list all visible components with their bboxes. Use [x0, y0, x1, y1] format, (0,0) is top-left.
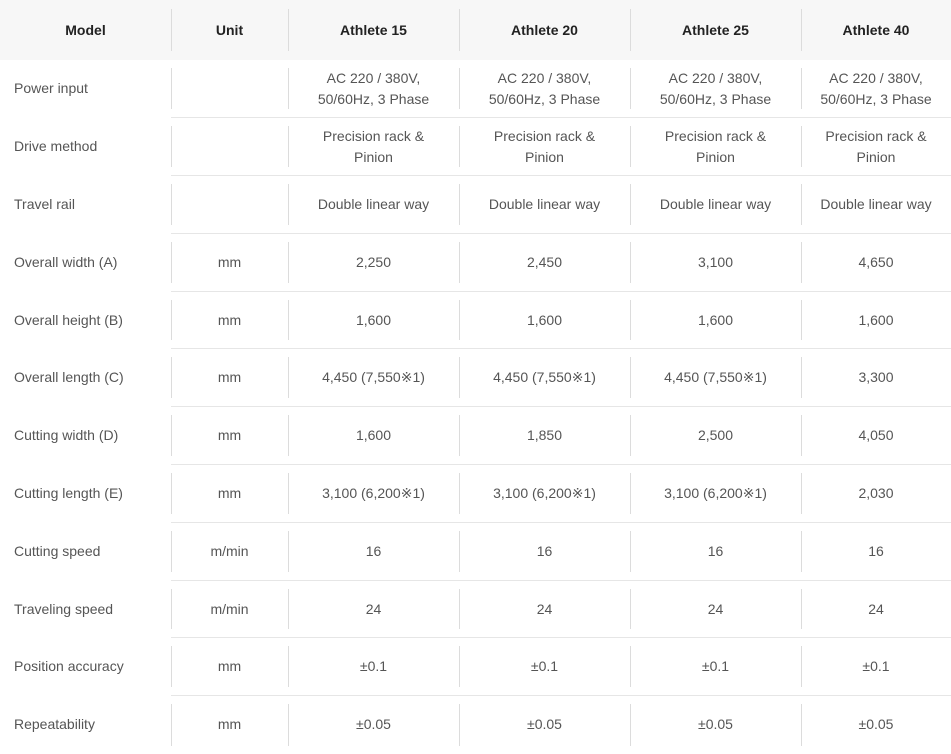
table-row — [0, 349, 951, 407]
table-row — [0, 696, 951, 754]
row-unit — [171, 176, 288, 234]
row-value: 1,600 — [288, 407, 459, 465]
row-unit: mm — [171, 696, 288, 754]
row-value: 4,450 (7,550※1) — [630, 349, 801, 407]
row-value: AC 220 / 380V, 50/60Hz, 3 Phase — [801, 60, 951, 118]
row-value: AC 220 / 380V, 50/60Hz, 3 Phase — [630, 60, 801, 118]
row-value: AC 220 / 380V, 50/60Hz, 3 Phase — [459, 60, 630, 118]
row-label: Overall width (A) — [14, 253, 118, 270]
table-row — [0, 407, 951, 465]
spec-table-header — [0, 0, 951, 60]
row-value: 3,100 (6,200※1) — [459, 465, 630, 523]
row-value: 1,600 — [459, 291, 630, 349]
row-value: ±0.1 — [630, 638, 801, 696]
header-row — [0, 0, 951, 60]
row-label: Position accuracy — [14, 658, 124, 675]
row-unit — [171, 118, 288, 176]
row-value: 2,030 — [801, 465, 951, 523]
table-row — [0, 291, 951, 349]
row-value: 24 — [288, 580, 459, 638]
row-value: ±0.1 — [288, 638, 459, 696]
row-value: 2,500 — [630, 407, 801, 465]
row-unit: mm — [171, 233, 288, 291]
row-value: 1,600 — [288, 291, 459, 349]
row-value: 1,600 — [801, 291, 951, 349]
spec-table-body — [0, 60, 951, 754]
row-value: Precision rack & Pinion — [459, 118, 630, 176]
row-value: 16 — [459, 522, 630, 580]
row-label: Overall height (B) — [14, 311, 123, 328]
header-model: Model — [65, 22, 106, 38]
row-unit: mm — [171, 407, 288, 465]
header-unit: Unit — [171, 0, 288, 60]
row-value: Precision rack & Pinion — [801, 118, 951, 176]
row-value: 4,450 (7,550※1) — [288, 349, 459, 407]
row-value: 4,650 — [801, 233, 951, 291]
header-athlete-25: Athlete 25 — [630, 0, 801, 60]
row-label: Travel rail — [14, 195, 75, 212]
row-unit: mm — [171, 465, 288, 523]
header-athlete-15: Athlete 15 — [288, 0, 459, 60]
row-value: 4,450 (7,550※1) — [459, 349, 630, 407]
header-athlete-40: Athlete 40 — [801, 0, 951, 60]
row-value: 3,100 (6,200※1) — [630, 465, 801, 523]
row-value: ±0.05 — [459, 696, 630, 754]
row-value: 24 — [630, 580, 801, 638]
header-athlete-20: Athlete 20 — [459, 0, 630, 60]
row-unit: m/min — [171, 522, 288, 580]
row-value: 24 — [801, 580, 951, 638]
table-row — [0, 465, 951, 523]
table-row — [0, 522, 951, 580]
row-value: ±0.1 — [459, 638, 630, 696]
row-value: 2,250 — [288, 233, 459, 291]
row-value: ±0.05 — [630, 696, 801, 754]
row-unit: mm — [171, 349, 288, 407]
table-row — [0, 176, 951, 234]
row-value: 1,600 — [630, 291, 801, 349]
row-value: Double linear way — [801, 176, 951, 234]
row-value: ±0.05 — [288, 696, 459, 754]
row-value: 16 — [630, 522, 801, 580]
table-row — [0, 60, 951, 118]
table-row — [0, 580, 951, 638]
row-value: 3,100 — [630, 233, 801, 291]
row-label: Cutting width (D) — [14, 427, 119, 444]
row-value: 2,450 — [459, 233, 630, 291]
row-value: 16 — [801, 522, 951, 580]
row-unit: m/min — [171, 580, 288, 638]
row-value: 3,100 (6,200※1) — [288, 465, 459, 523]
row-unit: mm — [171, 638, 288, 696]
row-unit: mm — [171, 291, 288, 349]
row-value: Precision rack & Pinion — [630, 118, 801, 176]
table-row — [0, 118, 951, 176]
row-value: 24 — [459, 580, 630, 638]
row-label: Drive method — [14, 138, 98, 155]
row-value: Double linear way — [459, 176, 630, 234]
table-row — [0, 233, 951, 291]
row-unit — [171, 60, 288, 118]
table-row — [0, 638, 951, 696]
row-value: AC 220 / 380V, 50/60Hz, 3 Phase — [288, 60, 459, 118]
row-label: Power input — [14, 80, 88, 97]
row-value: Precision rack & Pinion — [288, 118, 459, 176]
row-value: Double linear way — [288, 176, 459, 234]
row-value: 16 — [288, 522, 459, 580]
row-value: ±0.1 — [801, 638, 951, 696]
row-label: Overall length (C) — [14, 369, 124, 386]
row-value: 3,300 — [801, 349, 951, 407]
row-value: ±0.05 — [801, 696, 951, 754]
row-label: Cutting speed — [14, 542, 101, 559]
row-label: Repeatability — [14, 716, 95, 733]
row-value: 1,850 — [459, 407, 630, 465]
row-label: Traveling speed — [14, 600, 114, 617]
row-label: Cutting length (E) — [14, 484, 123, 501]
row-value: Double linear way — [630, 176, 801, 234]
row-value: 4,050 — [801, 407, 951, 465]
